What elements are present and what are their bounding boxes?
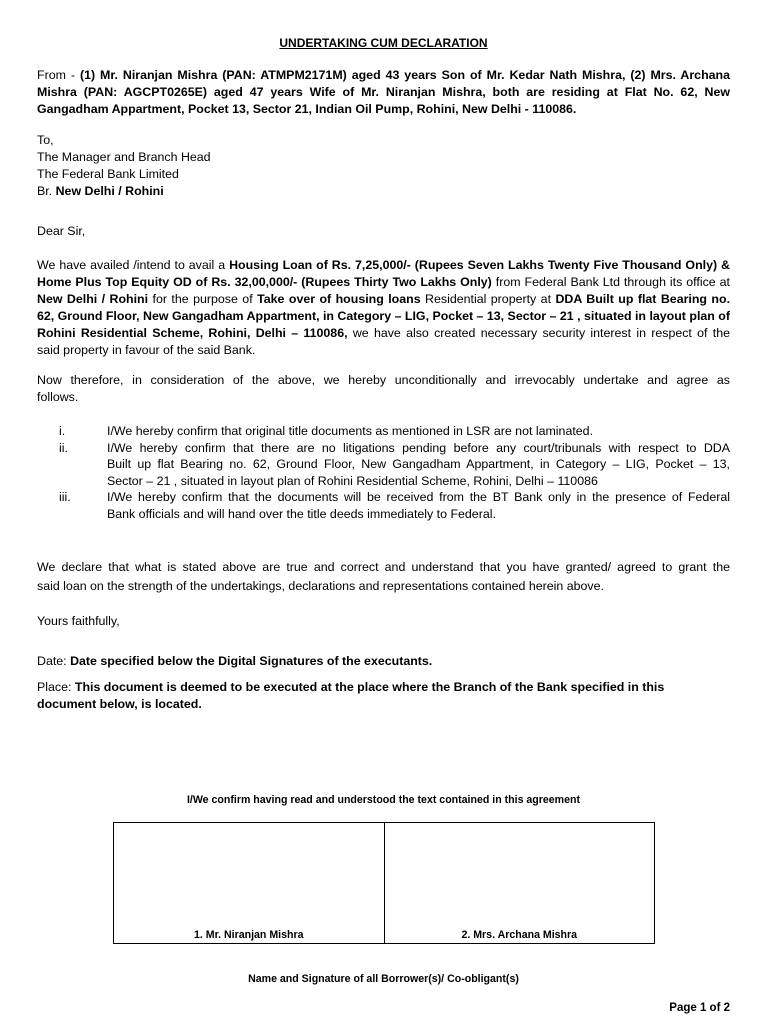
para1-text-4: Residential property at (425, 292, 552, 306)
date-line (37, 653, 730, 670)
salutation: Dear Sir, (37, 224, 86, 238)
list-item (37, 440, 730, 490)
list-item-text: Built up flat Bearing no. 62, Ground Floor, New Gangadham Appartment, in Category – LIG, Pocket – 13, (107, 457, 730, 472)
signature-table (113, 822, 655, 944)
list-item-text: Sector – 21 , situated in layout plan of Rohini Residential Scheme, Rohini, Delhi – 110086 (107, 473, 598, 488)
date-value: Date specified below the Digital Signatures of the executants. (70, 654, 433, 668)
undertaking-list (37, 423, 730, 523)
from-block (37, 67, 730, 118)
date-label: Date: (37, 654, 67, 668)
para1-text-6: said property in favour of the said Bank. (37, 343, 256, 357)
signatory-name: 1. Mr. Niranjan Mishra (193, 929, 304, 941)
list-item-text: I/We hereby confirm that original title documents as mentioned in LSR are not laminated. (107, 424, 594, 438)
housing-loan-amount: Housing Loan of Rs. 7,25,000/- (Rupees Seven Lakhs Twenty Five Thousand Only) & (229, 258, 730, 272)
top-equity-amount: Home Plus Top Equity OD of Rs. 32,00,000/- (Rupees Thirty Two Lakhs Only) (37, 275, 492, 289)
confirmation-text: I/We confirm having read and understood the text contained in this agreement (186, 794, 580, 806)
signature-box-2 (384, 823, 655, 943)
property-line-2: 62, Ground Floor, New Gangadham Appartment, in Category – LIG, Pocket – 13, Sector – 21 , situated in layout plan of (37, 309, 730, 323)
from-line-1: (1) Mr. Niranjan Mishra (PAN: ATMPM2171M) aged 43 years Son of Mr. Kedar Nath Mishra, (2) Mrs. Archana (79, 68, 730, 82)
document-title: UNDERTAKING CUM DECLARATION (279, 36, 488, 50)
declaration-paragraph (37, 558, 730, 596)
recipient-block (37, 132, 730, 200)
undertaking-paragraph (37, 372, 730, 406)
list-item (37, 423, 730, 440)
recipient-title: The Manager and Branch Head (37, 150, 211, 164)
para1-text-3: for the purpose of (152, 292, 253, 306)
place-value-2: document below, is located. (37, 697, 202, 711)
list-item-number: ii. (59, 440, 68, 455)
property-line-3: Rohini Residential Scheme, Rohini, Delhi – 110086, (37, 326, 348, 340)
para3-line-1: We declare that what is stated above are true and correct and understand that you have granted/ agreed to grant the (37, 560, 730, 574)
list-item-text: I/We hereby confirm that the documents will be received from the BT Bank only in the presence of Federal (107, 490, 730, 505)
list-item-number: i. (59, 424, 66, 438)
para1-text-2: from Federal Bank Ltd through its office at (495, 275, 730, 289)
place-value-1: This document is deemed to be executed at the place where the Branch of the Bank specified in this (74, 680, 665, 694)
para1-text-1: We have availed /intend to avail a (37, 258, 226, 272)
list-item-number: iii. (59, 490, 71, 505)
place-line (37, 679, 730, 713)
closing: Yours faithfully, (37, 614, 120, 628)
para2-line-1: Now therefore, in consideration of the above, we hereby unconditionally and irrevocably undertake and agree as (37, 373, 730, 387)
loan-purpose: Take over of housing loans (257, 292, 421, 306)
page-number: Page 1 of 2 (669, 1002, 730, 1014)
signature-caption: Name and Signature of all Borrower(s)/ Co-obligant(s) (248, 973, 519, 985)
loan-paragraph (37, 257, 730, 359)
list-item (37, 489, 730, 522)
from-label: From - (37, 68, 75, 82)
signature-box-1 (114, 823, 384, 943)
place-label: Place: (37, 680, 72, 694)
to-label: To, (37, 133, 54, 147)
recipient-bank: The Federal Bank Limited (37, 167, 179, 181)
branch-name: New Delhi / Rohini (55, 184, 164, 198)
from-line-3: Gangadham Appartment, Pocket 13, Sector 21, Indian Oil Pump, Rohini, New Delhi - 110086. (37, 102, 577, 116)
branch-prefix: Br. (37, 184, 53, 198)
list-item-text: Bank officials and will hand over the title deeds immediately to Federal. (107, 506, 496, 521)
office-location: New Delhi / Rohini (37, 292, 149, 306)
signatory-name: 2. Mrs. Archana Mishra (461, 929, 578, 941)
para2-line-2: follows. (37, 390, 79, 404)
property-line-1: DDA Built up flat Bearing no. (555, 292, 731, 306)
list-item-text: I/We hereby confirm that there are no litigations pending before any court/tribunals with respect to DDA (107, 440, 730, 455)
from-line-2: Mishra (PAN: AGCPT0265E) aged 47 years Wife of Mr. Niranjan Mishra, both are residing at Flat No. 62, New (37, 85, 730, 99)
para3-line-2: said loan on the strength of the undertakings, declarations and representations contained herein above. (37, 579, 604, 593)
para1-text-5: we have also created necessary security interest in respect of the (352, 326, 730, 340)
